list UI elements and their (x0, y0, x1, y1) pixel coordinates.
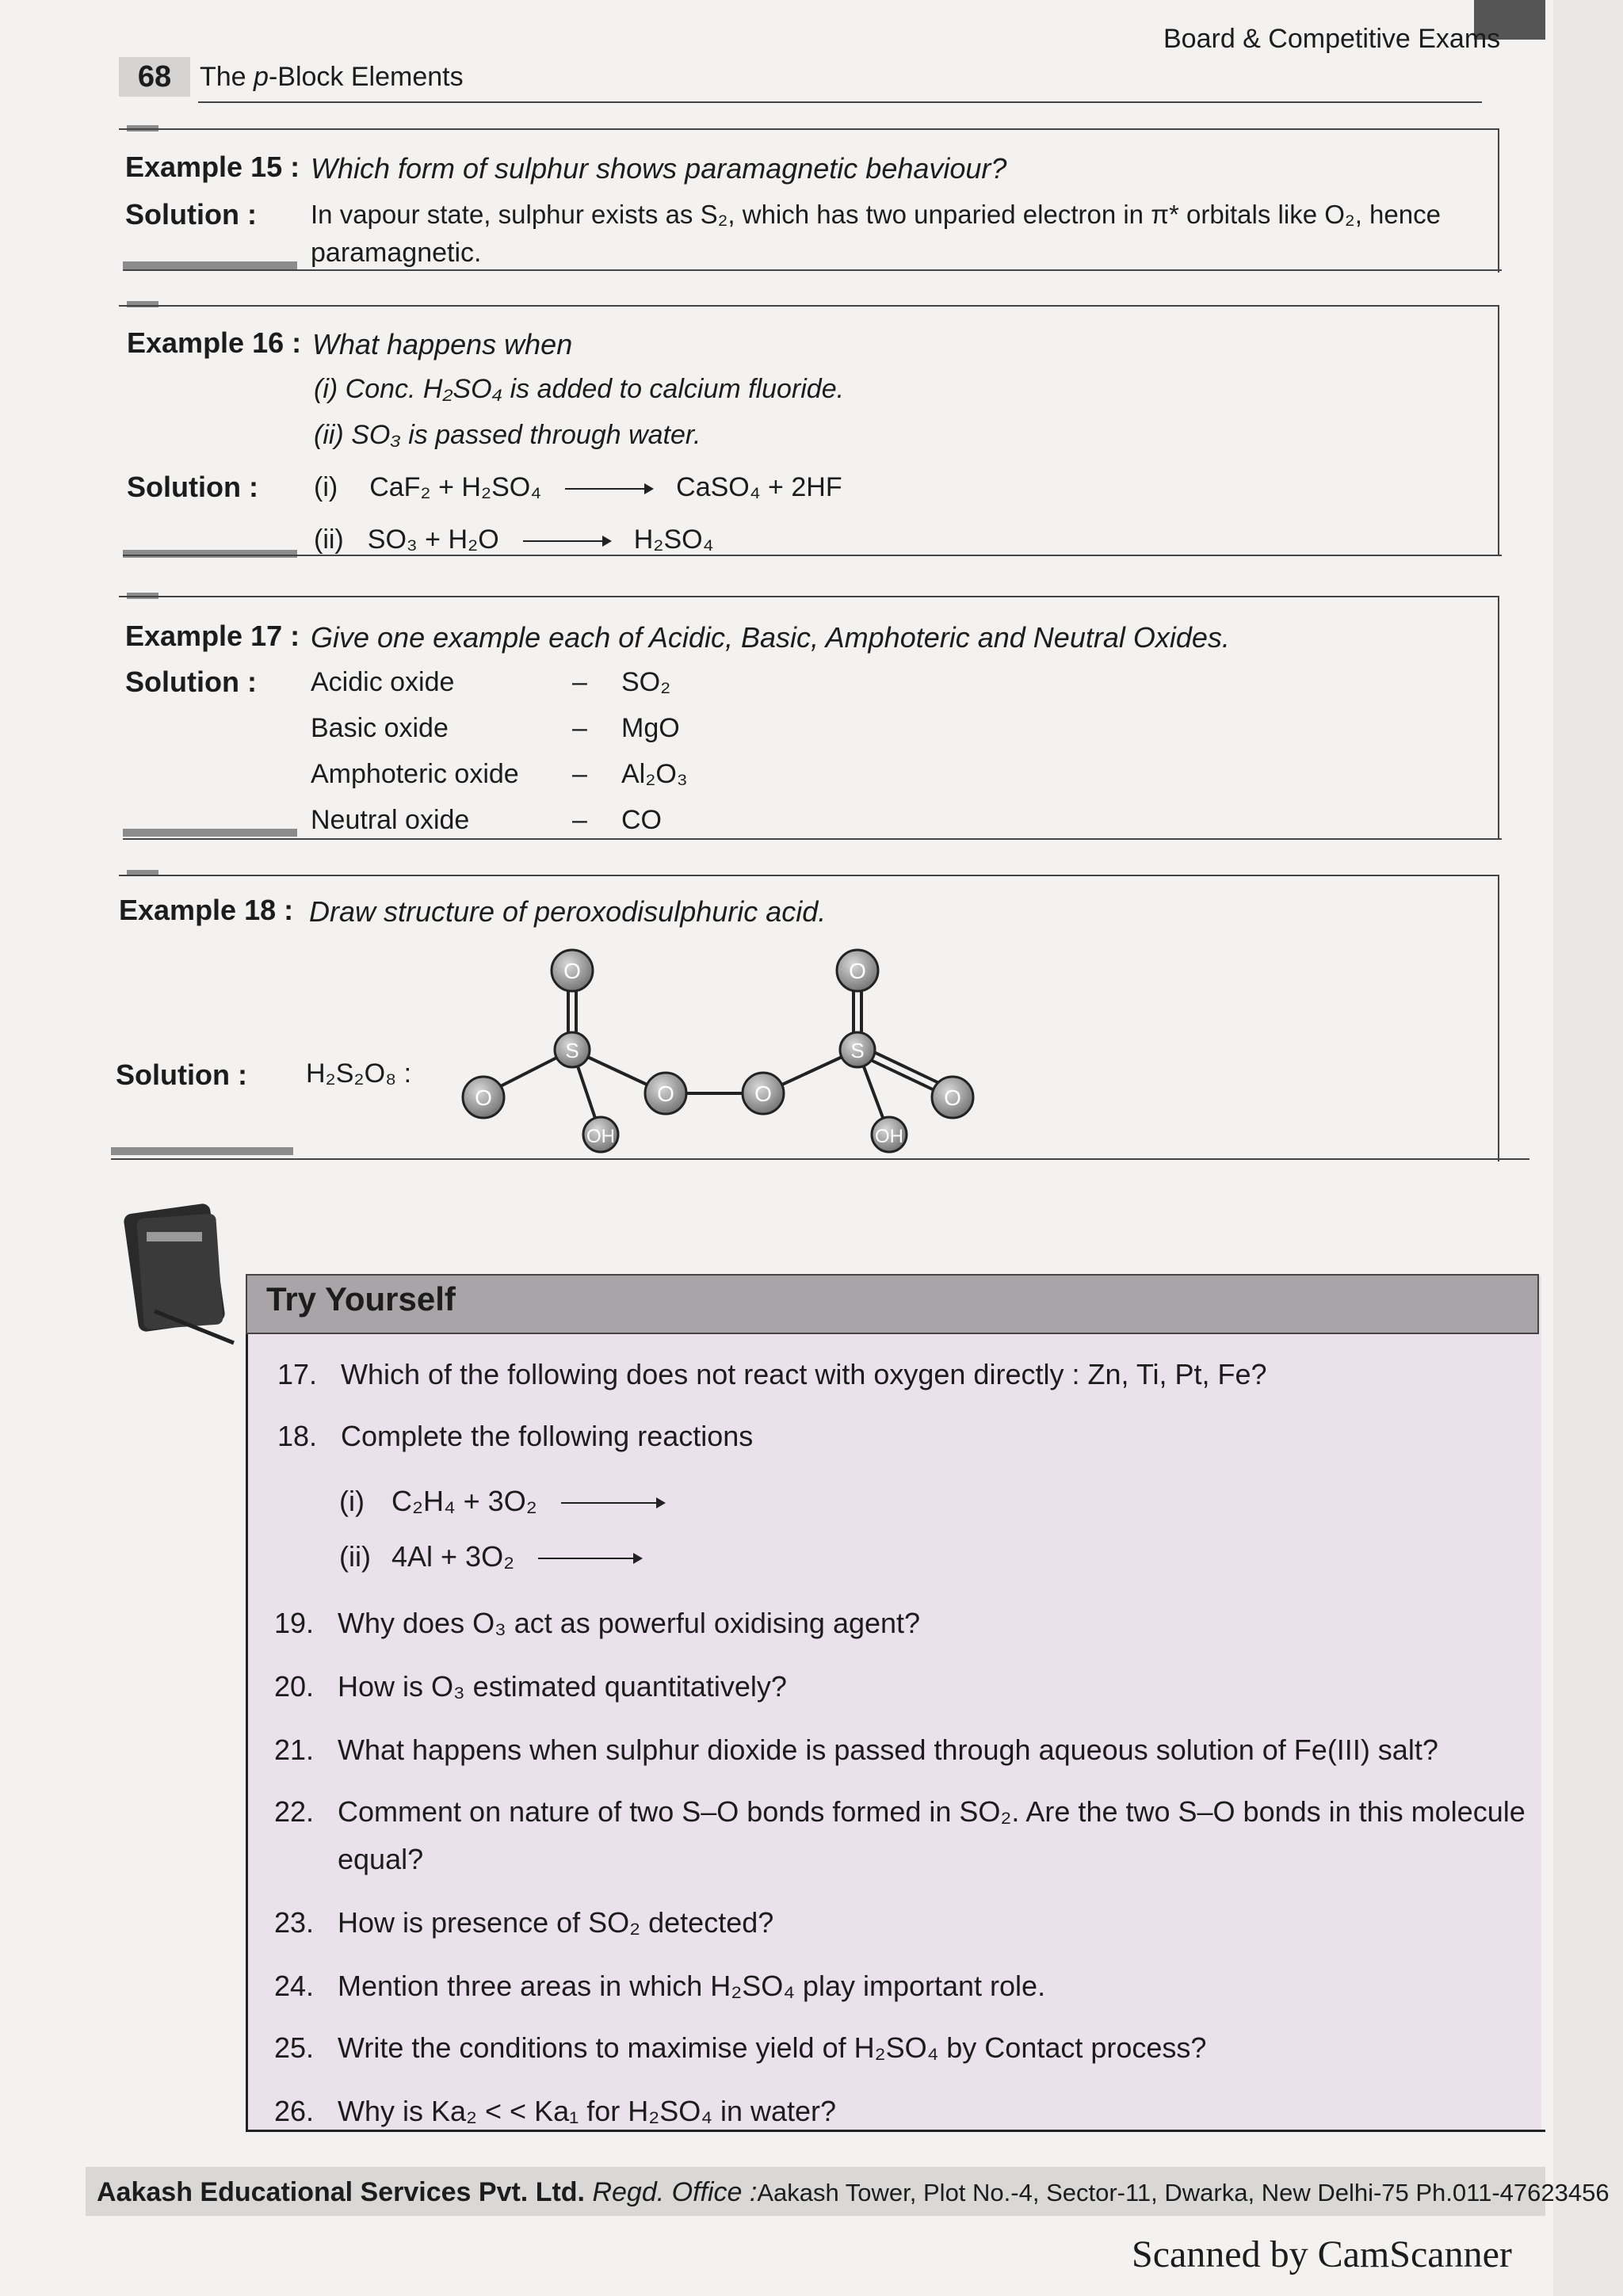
example-16-part-1: (i) Conc. H₂SO₄ is added to calcium fluoride. (314, 374, 845, 404)
reaction-arrow (523, 540, 610, 542)
example-18-label: Example 18 : (119, 894, 294, 926)
reaction-arrow (538, 1558, 641, 1559)
block-marker (123, 261, 297, 269)
example-17-solution-label: Solution : (125, 666, 257, 698)
question-25: 25. Write the conditions to maximise yield of H₂SO₄ by Contact process? (274, 2031, 1207, 2064)
try-yourself-title: Try Yourself (266, 1280, 456, 1318)
question-23: 23. How is presence of SO₂ detected? (274, 1906, 774, 1939)
block-rule (123, 555, 1502, 556)
block-rule (123, 838, 1502, 840)
reaction-arrow (561, 1502, 664, 1504)
oxide-dash: – (572, 667, 587, 697)
question-21: 21. What happens when sulphur dioxide is passed through aqueous solution of Fe(III) salt? (274, 1733, 1438, 1766)
header-rule (198, 101, 1482, 103)
try-yourself-rule (246, 2130, 1545, 2132)
block-marker (123, 829, 297, 837)
block-marker (111, 1147, 293, 1155)
example-16-reaction-1: (i) CaF₂ + H₂SO₄ CaSO₄ + 2HF (314, 472, 842, 502)
oxide-formula: Al₂O₃ (621, 759, 688, 789)
question-18: 18. Complete the following reactions (277, 1420, 754, 1452)
svg-text:OH: OH (586, 1126, 615, 1147)
question-20: 20. How is O₃ estimated quantitatively? (274, 1670, 787, 1703)
oxide-formula: MgO (621, 713, 680, 743)
question-19: 19. Why does O₃ act as powerful oxidising agent? (274, 1607, 921, 1639)
block-rule (123, 269, 1502, 271)
svg-text:O: O (475, 1085, 492, 1110)
svg-text:S: S (565, 1039, 579, 1062)
example-15-question: Which form of sulphur shows paramagnetic behaviour? (311, 152, 1007, 185)
oxide-dash: – (572, 759, 587, 789)
svg-text:O: O (657, 1081, 674, 1106)
example-15-solution-line1: In vapour state, sulphur exists as S₂, which has two unparied electron in π* orbitals like O₂, hence (311, 200, 1441, 229)
block-marker (123, 550, 297, 558)
reaction-arrow (565, 488, 652, 490)
example-15-solution-line2: paramagnetic. (311, 238, 482, 268)
example-16-reaction-2: (ii) SO₃ + H₂O H₂SO₄ (314, 524, 714, 555)
page-number: 68 (119, 57, 190, 97)
board-exams-label: Board & Competitive Exams (1163, 24, 1501, 54)
scanner-watermark: Scanned by CamScanner (1132, 2233, 1512, 2275)
page-edge (1553, 0, 1623, 2296)
book-icon (123, 1192, 242, 1351)
example-16-label: Example 16 : (127, 326, 302, 359)
example-16-part-2: (ii) SO₃ is passed through water. (314, 420, 701, 450)
question-24: 24. Mention three areas in which H₂SO₄ play important role. (274, 1970, 1046, 2002)
reaction-i: (i) C₂H₄ + 3O₂ (339, 1485, 688, 1518)
svg-text:OH: OH (875, 1126, 903, 1147)
example-17-label: Example 17 : (125, 620, 300, 652)
svg-text:S: S (850, 1039, 865, 1062)
oxide-name: Acidic oxide (311, 667, 455, 697)
example-15-label: Example 15 : (125, 151, 300, 183)
example-15-solution-label: Solution : (125, 198, 257, 231)
chapter-title: The p-Block Elements (200, 62, 464, 92)
peroxodisulphuric-acid-structure (444, 935, 999, 1165)
example-18-formula: H₂S₂O₈ : (306, 1058, 412, 1089)
example-18-question: Draw structure of peroxodisulphuric acid. (309, 895, 827, 928)
question-17: 17. Which of the following does not react with oxygen directly : Zn, Ti, Pt, Fe? (277, 1358, 1267, 1390)
oxide-name: Basic oxide (311, 713, 449, 743)
try-yourself-box (246, 1276, 1541, 2131)
footer-text: Aakash Educational Services Pvt. Ltd. Regd. Office :Aakash Tower, Plot No.-4, Sector-11, Dwarka, New Delhi-75 Ph.011-47623456 (97, 2177, 1610, 2207)
example-18-solution-label: Solution : (116, 1058, 247, 1091)
question-26: 26. Why is Ka₂ < < Ka₁ for H₂SO₄ in water? (274, 2095, 837, 2127)
example-17-question: Give one example each of Acidic, Basic, Amphoteric and Neutral Oxides. (311, 621, 1230, 654)
reaction-ii: (ii) 4Al + 3O₂ (339, 1540, 665, 1573)
block-rule (111, 1158, 1529, 1160)
svg-text:O: O (754, 1081, 772, 1106)
oxide-dash: – (572, 713, 587, 743)
question-22: 22. Comment on nature of two S–O bonds formed in SO₂. Are the two S–O bonds in this molecule (274, 1795, 1526, 1828)
example-16-question: What happens when (312, 328, 573, 360)
svg-text:O: O (944, 1085, 961, 1110)
oxide-formula: CO (621, 805, 662, 835)
example-16-solution-label: Solution : (127, 471, 258, 503)
oxide-name: Amphoteric oxide (311, 759, 519, 789)
svg-text:O: O (563, 959, 581, 983)
oxide-dash: – (572, 805, 587, 835)
oxide-formula: SO₂ (621, 667, 671, 697)
question-22-continued: equal? (338, 1843, 424, 1875)
oxide-name: Neutral oxide (311, 805, 470, 835)
svg-text:O: O (849, 959, 866, 983)
